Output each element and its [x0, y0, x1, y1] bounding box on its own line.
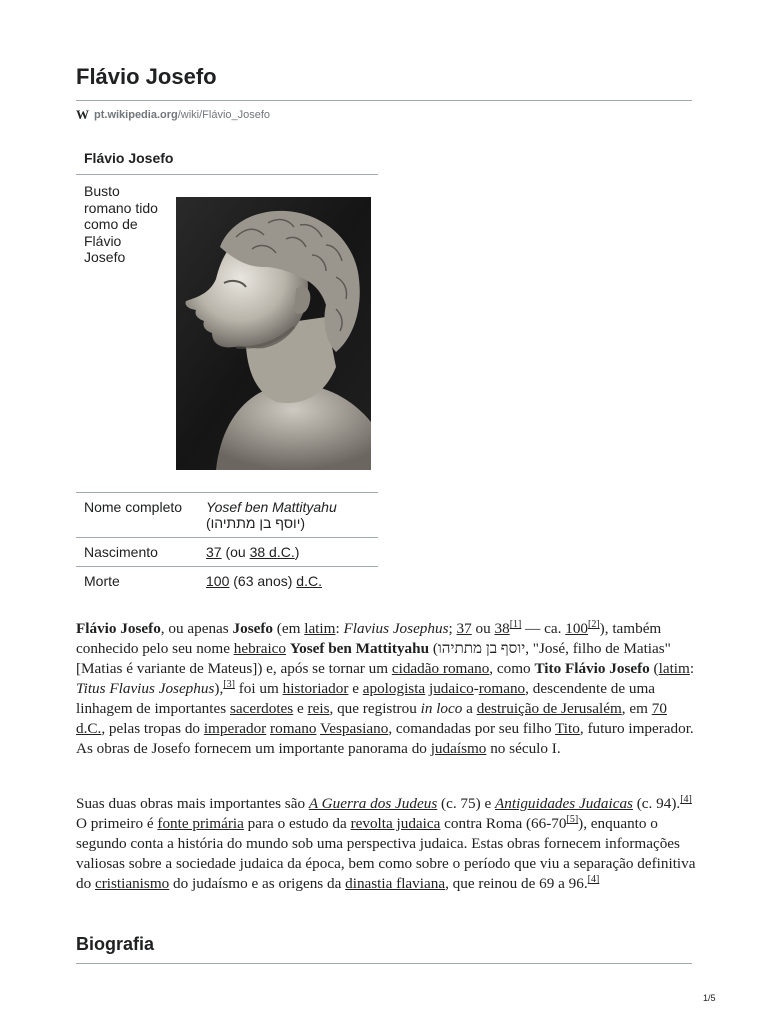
death-value — [198, 567, 378, 595]
link-hebraico[interactable]: hebraico — [233, 640, 287, 657]
link-70dc[interactable]: 70 d.C. — [76, 700, 667, 737]
link-judaismo[interactable]: judaísmo — [430, 740, 487, 757]
text: (יוסף בן מתתיהו, "José, filho de Matias" [Matias é variante de Mateus]) e, após se tornar um — [76, 640, 671, 677]
reference-link[interactable]: [4] — [587, 873, 600, 885]
text: ; — [448, 620, 457, 637]
link-antiguidades-judaicas[interactable]: Antiguidades Judaicas — [495, 795, 633, 812]
intro-paragraph — [76, 619, 696, 759]
full-name-hebrew: (יוסף בן מתתיהו) — [206, 515, 306, 531]
link-vespasiano[interactable]: Vespasiano — [319, 720, 389, 737]
page-number: 1/5 — [703, 993, 716, 1003]
source-line — [76, 107, 270, 123]
link-imperador[interactable]: imperador — [203, 720, 267, 737]
link-romano[interactable]: romano — [478, 680, 526, 697]
text: : — [335, 620, 344, 637]
text: O primeiro é — [76, 815, 158, 832]
bold-text: Flávio Josefo — [76, 620, 161, 637]
infobox-row-death — [76, 567, 378, 595]
link-latim[interactable]: latim — [304, 620, 336, 637]
source-link[interactable] — [94, 109, 270, 121]
link-destruicao-jerusalem[interactable]: destruição de Jerusalém — [476, 700, 622, 717]
infobox — [76, 142, 378, 595]
death-age: (63 anos) — [229, 573, 297, 589]
text: , futuro imperador. As obras de Josefo fornecem um importante panorama do — [76, 720, 694, 757]
italic-text: Titus Flavius Josephus — [76, 680, 215, 697]
birth-alt-link[interactable]: 38 d.C. — [249, 544, 295, 560]
section-divider — [76, 963, 692, 964]
text: , que reinou de 69 a 96. — [445, 875, 588, 892]
text: (c. 94). — [632, 795, 681, 812]
full-name-latin: Yosef ben Mattityahu — [206, 499, 337, 515]
link-historiador[interactable]: historiador — [282, 680, 349, 697]
link-dinastia-flaviana[interactable]: dinastia flaviana — [345, 875, 446, 892]
text: , comandadas por seu filho — [388, 720, 556, 737]
death-year-link[interactable]: 100 — [206, 573, 230, 589]
text: , descendente de uma linhagem de importantes — [76, 680, 656, 717]
text: : — [689, 660, 695, 677]
text: , pelas tropas do — [101, 720, 204, 737]
reference-link[interactable]: [2] — [588, 618, 600, 630]
birth-value — [198, 538, 378, 566]
birth-text-close: ) — [294, 544, 300, 560]
page-title: Flávio Josefo — [76, 64, 217, 89]
infobox-image-row — [76, 175, 378, 493]
link-revolta-judaica[interactable]: revolta judaica — [350, 815, 441, 832]
text: do judaísmo e as origens da — [169, 875, 346, 892]
birth-text: (ou — [221, 544, 250, 560]
image-caption: Busto romano tido como de Flávio Josefo — [84, 183, 158, 265]
text: a — [462, 700, 477, 717]
link-37[interactable]: 37 — [456, 620, 472, 637]
text: ), — [214, 680, 224, 697]
wikipedia-logo-icon: W — [76, 107, 89, 122]
link-cristianismo[interactable]: cristianismo — [94, 875, 170, 892]
bold-text: Tito Flávio Josefo — [534, 660, 650, 677]
text: Suas duas obras mais importantes são — [76, 795, 309, 812]
text: , ou apenas — [160, 620, 233, 637]
text: — ca. — [521, 620, 566, 637]
link-romano[interactable]: romano — [270, 720, 317, 737]
bust-portrait-image[interactable] — [176, 197, 371, 470]
bold-text: Josefo — [232, 620, 273, 637]
reference-link[interactable]: [4] — [680, 793, 692, 805]
text: , como — [489, 660, 535, 677]
text: ( — [649, 660, 659, 677]
link-reis[interactable]: reis — [307, 700, 330, 717]
section-heading-biografia: Biografia — [76, 934, 155, 954]
infobox-title: Flávio Josefo — [76, 142, 378, 175]
reference-link[interactable]: [5] — [566, 813, 579, 825]
reference-link[interactable]: [3] — [223, 678, 235, 690]
link-cidadao-romano[interactable]: cidadão romano — [391, 660, 490, 677]
title-divider — [76, 100, 692, 101]
link-100[interactable]: 100 — [565, 620, 588, 637]
link-guerra-dos-judeus[interactable]: A Guerra dos Judeus — [308, 795, 438, 812]
full-name-value — [198, 493, 378, 537]
birth-label: Nascimento — [84, 544, 158, 560]
link-sacerdotes[interactable]: sacerdotes — [229, 700, 294, 717]
text: , que registrou — [329, 700, 421, 717]
birth-year-link[interactable]: 37 — [206, 544, 222, 560]
works-paragraph — [76, 794, 696, 894]
link-apologista[interactable]: apologista — [362, 680, 426, 697]
italic-text: in loco — [420, 700, 463, 717]
death-label: Morte — [84, 573, 120, 589]
link-tito[interactable]: Tito — [555, 720, 580, 737]
link-latim[interactable]: latim — [658, 660, 690, 677]
text: - — [473, 680, 479, 697]
bold-text: Yosef ben Mattityahu — [289, 640, 430, 657]
text: no século I. — [486, 740, 561, 757]
text: ou — [471, 620, 495, 637]
source-path: /wiki/Flávio_Josefo — [177, 109, 271, 121]
text: contra Roma (66-70 — [440, 815, 567, 832]
full-name-label: Nome completo — [84, 499, 183, 515]
text: (em — [273, 620, 305, 637]
text: , em — [621, 700, 652, 717]
italic-text: Flavius Josephus — [343, 620, 449, 637]
link-judaico[interactable]: judaico — [428, 680, 474, 697]
death-era-link[interactable]: d.C. — [296, 573, 322, 589]
text: e — [293, 700, 308, 717]
text: (c. 75) e — [437, 795, 496, 812]
reference-link[interactable]: [1] — [509, 618, 522, 630]
text: para o estudo da — [243, 815, 351, 832]
source-domain: pt.wikipedia.org — [94, 109, 178, 121]
infobox-row-birth — [76, 538, 378, 567]
link-fonte-primaria[interactable]: fonte primária — [157, 815, 244, 832]
text: foi um — [234, 680, 283, 697]
infobox-row-full-name — [76, 493, 378, 538]
text: ), enquanto o segundo conta a história do mundo sob uma perspectiva judaica. Estas obras fornecem informações valiosas sobre a sociedade judaica da época, bem como sobre o período que viu a separação definitiva do — [76, 815, 696, 892]
text: e — [348, 680, 363, 697]
text: ), também conhecido pelo seu nome — [76, 620, 662, 657]
link-38[interactable]: 38 — [494, 620, 510, 637]
